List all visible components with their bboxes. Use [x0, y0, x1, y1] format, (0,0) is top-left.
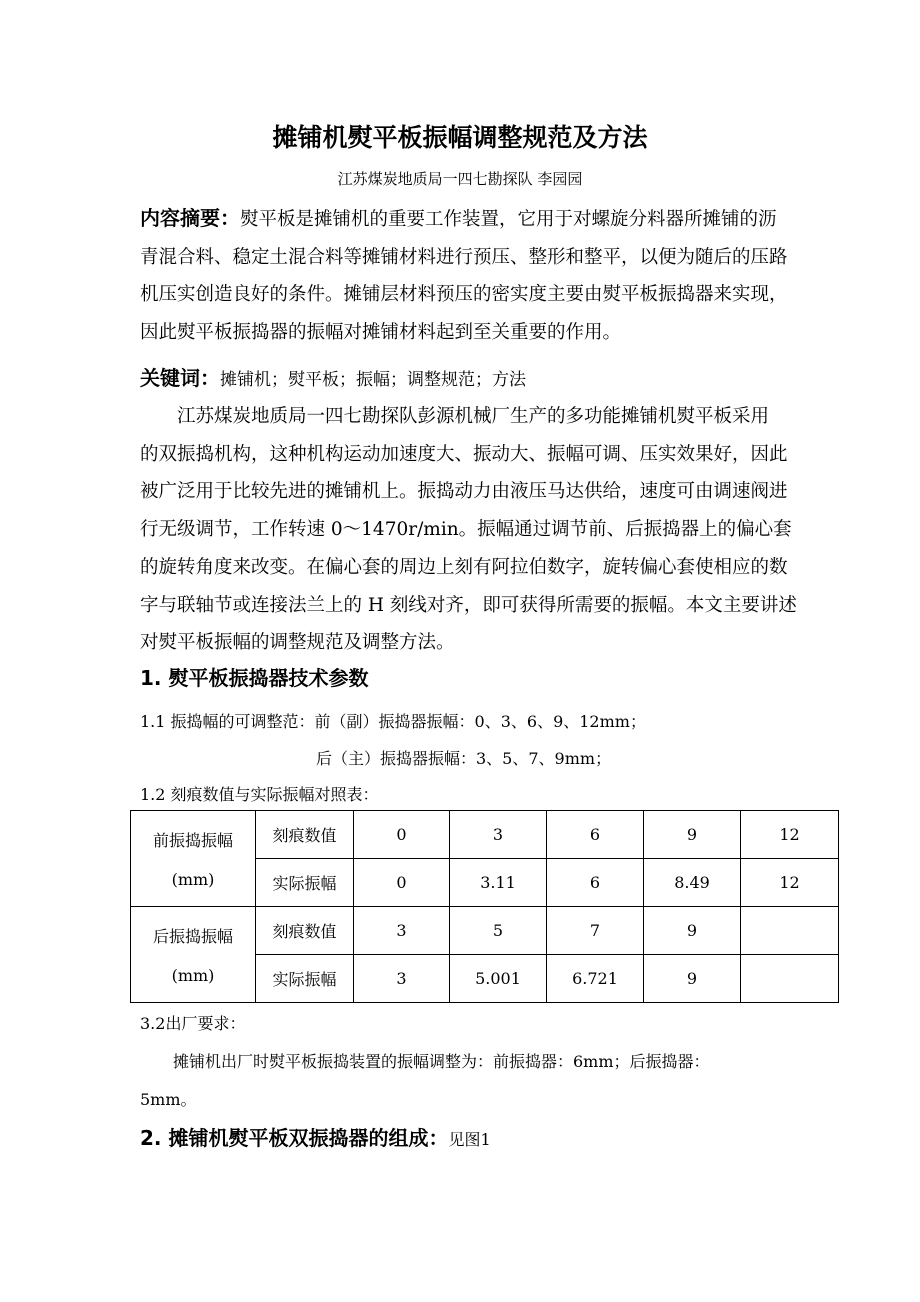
- abstract-line: 熨平板是摊铺机的重要工作装置，它用于对螺旋分料器所摊铺的沥: [240, 209, 777, 230]
- author-line: 江苏煤炭地质局一四七勘探队 李园园: [337, 170, 583, 188]
- item-1-1: 1.1 振捣幅的可调整范：前（副）振捣器振幅：0、3、6、9、12mm；: [140, 712, 646, 731]
- paragraph-line: 摊铺机出厂时熨平板振捣装置的振幅调整为：前振捣器：6mm；后振捣器：: [173, 1052, 710, 1071]
- table-cell: 8.49: [644, 859, 741, 907]
- section-3-2-heading: 3.2出厂要求：: [140, 1014, 246, 1033]
- table-cell: 9: [644, 811, 741, 859]
- table-cell: 0: [354, 859, 450, 907]
- abstract-line: 机压实创造良好的条件。摊铺层材料预压的密实度主要由熨平板振捣器来实现，: [140, 284, 788, 306]
- group-header: 后振捣振幅 (mm): [131, 907, 256, 1003]
- table-cell: 6: [547, 811, 644, 859]
- table-cell: 9: [644, 955, 741, 1003]
- table-cell: 3: [354, 907, 450, 955]
- row-label: 实际振幅: [256, 859, 354, 907]
- figure-reference: 见图1: [448, 1130, 491, 1149]
- table-cell: 6.721: [547, 955, 644, 1003]
- table-cell: 12: [741, 859, 839, 907]
- table-cell: 7: [547, 907, 644, 955]
- table-row: [131, 811, 839, 859]
- table-cell: 5: [450, 907, 547, 955]
- paragraph-line: 的双振捣机构，这种机构运动加速度大、振动大、振幅可调、压实效果好，因此: [140, 443, 788, 465]
- intro-paragraph: [140, 398, 820, 662]
- group-header: 前振捣振幅 (mm): [131, 811, 256, 907]
- paragraph-line: 5mm。: [140, 1089, 197, 1109]
- paragraph-line: 对熨平板振幅的调整规范及调整方法。: [140, 632, 455, 654]
- table-cell: 9: [644, 907, 741, 955]
- amplitude-table: [130, 810, 839, 1003]
- keywords-label: 关键词：: [140, 366, 220, 390]
- row-label: 刻痕数值: [256, 811, 354, 859]
- paragraph-line: 行无级调节，工作转速 0～1470r/min。振幅通过调节前、后振捣器上的偏心套: [140, 519, 792, 541]
- abstract: [140, 200, 820, 352]
- table-cell: 12: [741, 811, 839, 859]
- table-cell: 0: [354, 811, 450, 859]
- item-1-2: 1.2 刻痕数值与实际振幅对照表：: [140, 785, 379, 804]
- section-2-heading: [140, 1120, 820, 1159]
- abstract-label: 内容摘要：: [140, 206, 240, 230]
- document-title: 摊铺机熨平板振幅调整规范及方法: [272, 123, 648, 152]
- paragraph-line: 江苏煤炭地质局一四七勘探队彭源机械厂生产的多功能摊铺机熨平板采用: [177, 406, 770, 427]
- abstract-line: 因此熨平板振捣器的振幅对摊铺材料起到至关重要的作用。: [140, 322, 622, 344]
- keywords-text: 摊铺机；熨平板；振幅；调整规范；方法: [220, 370, 526, 390]
- paragraph-line: 的旋转角度来改变。在偏心套的周边上刻有阿拉伯数字，旋转偏心套使相应的数: [140, 556, 788, 578]
- row-label: 实际振幅: [256, 955, 354, 1003]
- table-cell: 5.001: [450, 955, 547, 1003]
- row-label: 刻痕数值: [256, 907, 354, 955]
- paragraph-line: 被广泛用于比较先进的摊铺机上。振捣动力由液压马达供给，速度可由调速阀进: [140, 481, 788, 503]
- table-cell: 3: [450, 811, 547, 859]
- table-cell: 3: [354, 955, 450, 1003]
- section-3-2-text: [140, 1043, 820, 1118]
- paragraph-line: 字与联轴节或连接法兰上的 H 刻线对齐，即可获得所需要的振幅。本文主要讲述: [140, 594, 797, 616]
- table-cell: [741, 955, 839, 1003]
- keywords: [140, 360, 820, 400]
- table-cell: [741, 907, 839, 955]
- section-1-heading: 1. 熨平板振捣器技术参数: [140, 666, 369, 690]
- table-row: [131, 907, 839, 955]
- table-cell: 6: [547, 859, 644, 907]
- abstract-line: 青混合料、稳定土混合料等摊铺材料进行预压、整形和整平，以便为随后的压路: [140, 246, 788, 268]
- item-1-1b: 后（主）振捣器振幅：3、5、7、9mm；: [316, 749, 612, 768]
- table-cell: 3.11: [450, 859, 547, 907]
- section-2-title: 2. 摊铺机熨平板双振捣器的组成：: [140, 1126, 449, 1150]
